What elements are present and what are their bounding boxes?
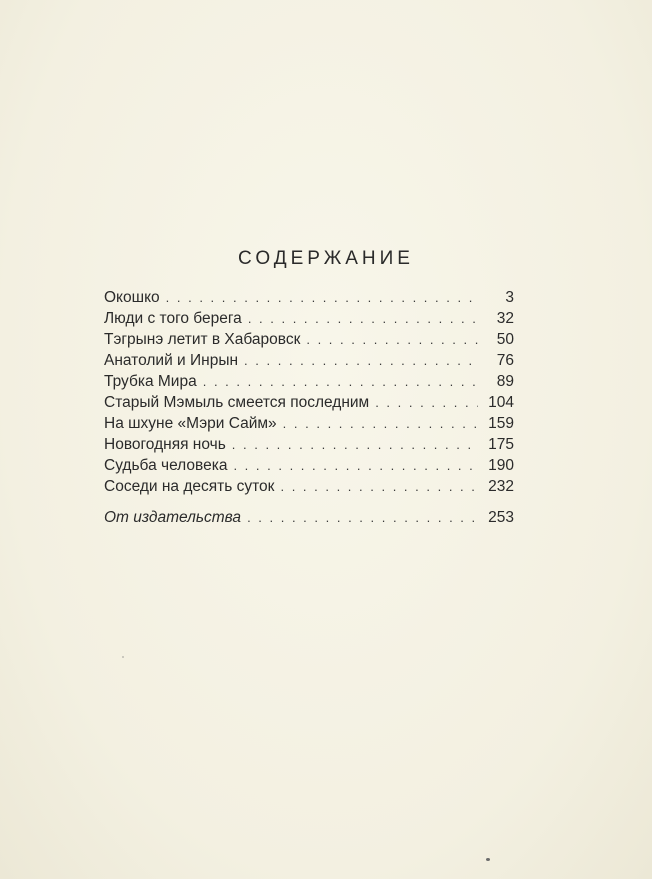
dot-leader (166, 287, 478, 308)
dot-leader (306, 329, 478, 350)
toc-entry-title: Судьба человека (104, 457, 228, 474)
toc-entry-page: 89 (496, 373, 514, 390)
dot-leader (233, 455, 478, 476)
toc-entry (104, 371, 514, 392)
toc-entry-title: Новогодняя ночь (104, 436, 226, 453)
toc-entry-page: 3 (505, 289, 514, 306)
toc-entry-title: Люди с того берега (104, 310, 242, 327)
toc-entry-page: 175 (488, 436, 514, 453)
toc-entry (104, 455, 514, 476)
dot-leader (283, 413, 478, 434)
toc-entry-title: Старый Мэмыль смеется последним (104, 394, 370, 411)
toc-entry-title: Анатолий и Инрын (104, 352, 239, 369)
toc-entry-title: Окошко (104, 289, 160, 306)
dot-leader (244, 350, 478, 371)
toc-entry-page: 32 (496, 310, 514, 327)
toc-entry (104, 329, 514, 350)
paper-speck (486, 858, 490, 861)
toc-entry-title: На шхуне «Мэри Сайм» (104, 415, 277, 432)
paper-speck (122, 656, 124, 658)
toc-entry (104, 287, 514, 308)
toc-entry (104, 413, 514, 434)
toc-entry (104, 476, 514, 497)
toc-entry-page: 159 (488, 415, 514, 432)
toc-entry-page: 232 (488, 478, 514, 495)
toc-entry-page: 190 (488, 457, 514, 474)
toc-entry-page: 76 (496, 352, 514, 369)
toc-entry-page: 104 (488, 394, 514, 411)
toc-entry (104, 392, 514, 413)
dot-leader (375, 392, 478, 413)
toc-publisher-note (104, 507, 514, 528)
dot-leader (247, 507, 478, 528)
toc-entry (104, 308, 514, 329)
dot-leader (280, 476, 478, 497)
table-of-contents (104, 287, 514, 528)
toc-entry (104, 434, 514, 455)
toc-entry-page: 253 (488, 509, 514, 526)
toc-entry-title: Тэгрынэ летит в Хабаровск (104, 331, 301, 348)
toc-entry-title: Трубка Мира (104, 373, 197, 390)
toc-entry-page: 50 (496, 331, 514, 348)
toc-entry-title: Соседи на десять суток (104, 478, 275, 495)
dot-leader (203, 371, 478, 392)
toc-entry (104, 350, 514, 371)
contents-heading: СОДЕРЖАНИЕ (238, 248, 414, 269)
dot-leader (232, 434, 478, 455)
toc-entry-title: От издательства (104, 509, 242, 526)
dot-leader (248, 308, 478, 329)
